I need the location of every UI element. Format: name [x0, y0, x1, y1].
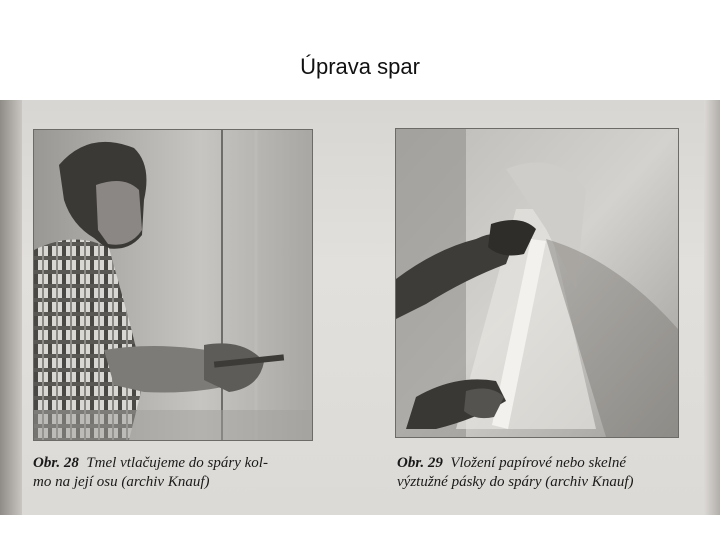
figure-29-caption-line-1	[397, 454, 697, 473]
figure-28-caption	[33, 454, 353, 492]
figure-28-image	[34, 130, 312, 440]
scan-edge-right	[704, 100, 720, 515]
scanned-book-page	[0, 100, 720, 515]
figure-28-text-line-1: Tmel vtlačujeme do spáry kol-	[86, 455, 268, 471]
figure-29-text-line-2: výztužné pásky do spáry (archiv Knauf)	[397, 474, 634, 490]
figure-29-image	[396, 129, 678, 437]
figure-29-photo	[395, 128, 679, 438]
figure-28-label: Obr. 28	[33, 455, 79, 471]
figure-29-caption	[397, 454, 697, 492]
figure-29-label: Obr. 29	[397, 455, 443, 471]
scan-binding-shadow	[0, 100, 22, 515]
figure-28-photo	[33, 129, 313, 441]
figure-28-text-line-2: mo na její osu (archiv Knauf)	[33, 474, 210, 490]
figure-29-text-line-1: Vložení papírové nebo skelné	[450, 455, 626, 471]
figure-28-caption-line-1	[33, 454, 353, 473]
slide-title: Úprava spar	[300, 54, 420, 79]
